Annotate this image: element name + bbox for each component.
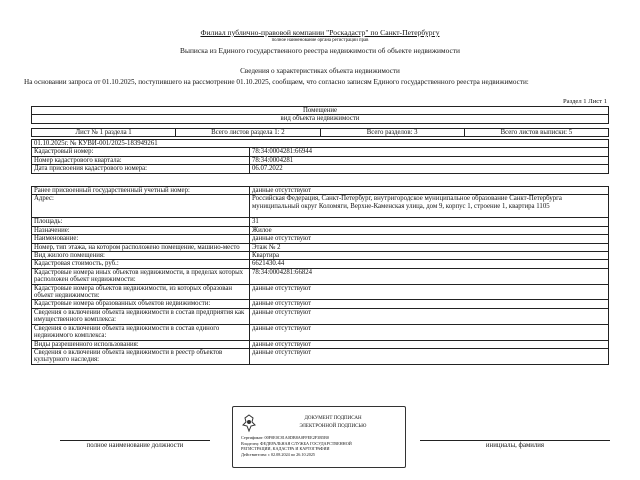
table-row <box>32 148 609 156</box>
row-label: Кадастровая стоимость, руб.: <box>32 260 250 268</box>
org-name: Филиал публично-правовой компании "Роскадастр" по Санкт-Петербургу <box>200 28 440 37</box>
top-rows-table <box>31 139 609 174</box>
row-label: Дата присвоения кадастрового номера: <box>32 165 250 173</box>
table-row <box>32 243 609 251</box>
row-value: данные отсутствуют <box>250 324 609 340</box>
section-label: Раздел 1 Лист 1 <box>563 98 607 105</box>
stamp-line2: ЭЛЕКТРОННОЙ ПОДПИСЬЮ <box>299 424 367 429</box>
row-label: Кадастровые номера объектов недвижимости, из которых образован объект недвижимости: <box>32 284 250 300</box>
name-signature <box>420 440 610 449</box>
table-row <box>32 156 609 164</box>
object-type: Помещение <box>32 107 609 115</box>
reference-number: 01.10.2025г. № КУВИ-001/2025-183949261 <box>32 140 609 148</box>
row-label: Адрес: <box>32 195 250 218</box>
table-row <box>32 300 609 308</box>
object-type-caption: вид объекта недвижимости <box>32 115 609 123</box>
request-text: На основании запроса от 01.10.2025, поступившего на рассмотрение 01.10.2025, сообщаем, что согласно записям Единого государственного реестра недвижимости: <box>24 78 529 86</box>
object-type-table <box>31 106 609 124</box>
position-signature <box>60 440 210 449</box>
row-label: Наименование: <box>32 235 250 243</box>
table-row <box>32 324 609 340</box>
table-row <box>32 308 609 324</box>
sheet-info-table <box>31 128 609 137</box>
row-value: данные отсутствуют <box>250 235 609 243</box>
coat-of-arms-icon <box>239 413 259 433</box>
stamp-cert: Сертификат: 00F0E0C81A0DB8A0FFEE2F3B5B0 <box>241 435 329 440</box>
row-value: 06.07.2022 <box>250 165 609 173</box>
stamp-valid: Действителен: с 02.08.2024 по 26.10.2025 <box>241 451 316 457</box>
table-row <box>32 284 609 300</box>
info-title: Сведения о характеристиках объекта недвижимости <box>240 67 400 75</box>
stamp-owner: Владелец: ФЕДЕРАЛЬНАЯ СЛУЖБА ГОСУДАРСТВЕННОЙ <box>241 440 352 446</box>
org-caption: полное наименование органа регистрации прав <box>271 38 369 43</box>
row-label: Кадастровые номера образованных объектов недвижимости: <box>32 300 250 308</box>
row-value: Этаж № 2 <box>250 243 609 251</box>
table-row <box>32 187 609 195</box>
row-value: 6621430.44 <box>250 260 609 268</box>
extract-title: Выписка из Единого государственного реестра недвижимости об объекте недвижимости <box>180 46 460 55</box>
row-label: Номер кадастрового квартала: <box>32 156 250 164</box>
row-label: Сведения о включении объекта недвижимости в состав единого недвижимого комплекса: <box>32 324 250 340</box>
row-label: Номер, тип этажа, на котором расположено помещение, машино-место <box>32 243 250 251</box>
row-label: Сведения о включении объекта недвижимости в реестр объектов культурного наследия: <box>32 348 250 364</box>
row-value: Квартира <box>250 252 609 260</box>
position-caption: полное наименование должности <box>60 440 210 449</box>
sheet-total: Всего листов раздела 1: 2 <box>176 129 320 137</box>
table-row <box>32 218 609 226</box>
row-label: Виды разрешенного использования: <box>32 340 250 348</box>
row-value: Жилое <box>250 226 609 234</box>
row-value: данные отсутствуют <box>250 348 609 364</box>
table-row <box>32 195 609 218</box>
row-label: Ранее присвоенный государственный учетный номер: <box>32 187 250 195</box>
stamp-owner2: РЕГИСТРАЦИИ, КАДАСТРА И КАРТОГРАФИИ <box>241 446 330 452</box>
row-label: Кадастровый номер: <box>32 148 250 156</box>
table-row <box>32 340 609 348</box>
row-value: 78:34:0004281:66944 <box>250 148 609 156</box>
row-value: 78:34:0004281 <box>250 156 609 164</box>
characteristics-table <box>31 186 609 365</box>
stamp-line1: ДОКУМЕНТ ПОДПИСАН <box>304 416 362 421</box>
row-value: данные отсутствуют <box>250 284 609 300</box>
extract-sheets-total: Всего листов выписки: 5 <box>464 129 608 137</box>
sections-total: Всего разделов: 3 <box>320 129 464 137</box>
table-row <box>32 252 609 260</box>
row-value: данные отсутствуют <box>250 187 609 195</box>
table-row <box>32 268 609 284</box>
row-value: 31 <box>250 218 609 226</box>
row-label: Вид жилого помещения: <box>32 252 250 260</box>
table-row <box>32 260 609 268</box>
row-value: данные отсутствуют <box>250 300 609 308</box>
row-value: данные отсутствуют <box>250 340 609 348</box>
sheet-number: Лист № 1 раздела 1 <box>32 129 176 137</box>
table-row <box>32 226 609 234</box>
row-label: Площадь: <box>32 218 250 226</box>
row-value: Российская Федерация, Санкт-Петербург, внутригородское муниципальное образование Санкт-Петербурга муниципальный округ Коломяги, Верхне-Каменская улица, дом 9, корпус 1, строение 1, квартира 1105 <box>250 195 609 218</box>
row-label: Сведения о включении объекта недвижимости в состав предприятия как имущественного комплекса: <box>32 308 250 324</box>
table-row <box>32 348 609 364</box>
table-row <box>32 235 609 243</box>
row-value: данные отсутствуют <box>250 308 609 324</box>
electronic-signature-stamp <box>232 406 406 468</box>
row-value: 78:34:0004281:66824 <box>250 268 609 284</box>
row-label: Назначение: <box>32 226 250 234</box>
row-label: Кадастровые номера иных объектов недвижимости, в пределах которых расположен объект недвижимости: <box>32 268 250 284</box>
table-row <box>32 165 609 173</box>
stamp-details <box>241 435 401 457</box>
name-caption: инициалы, фамилия <box>420 440 610 449</box>
